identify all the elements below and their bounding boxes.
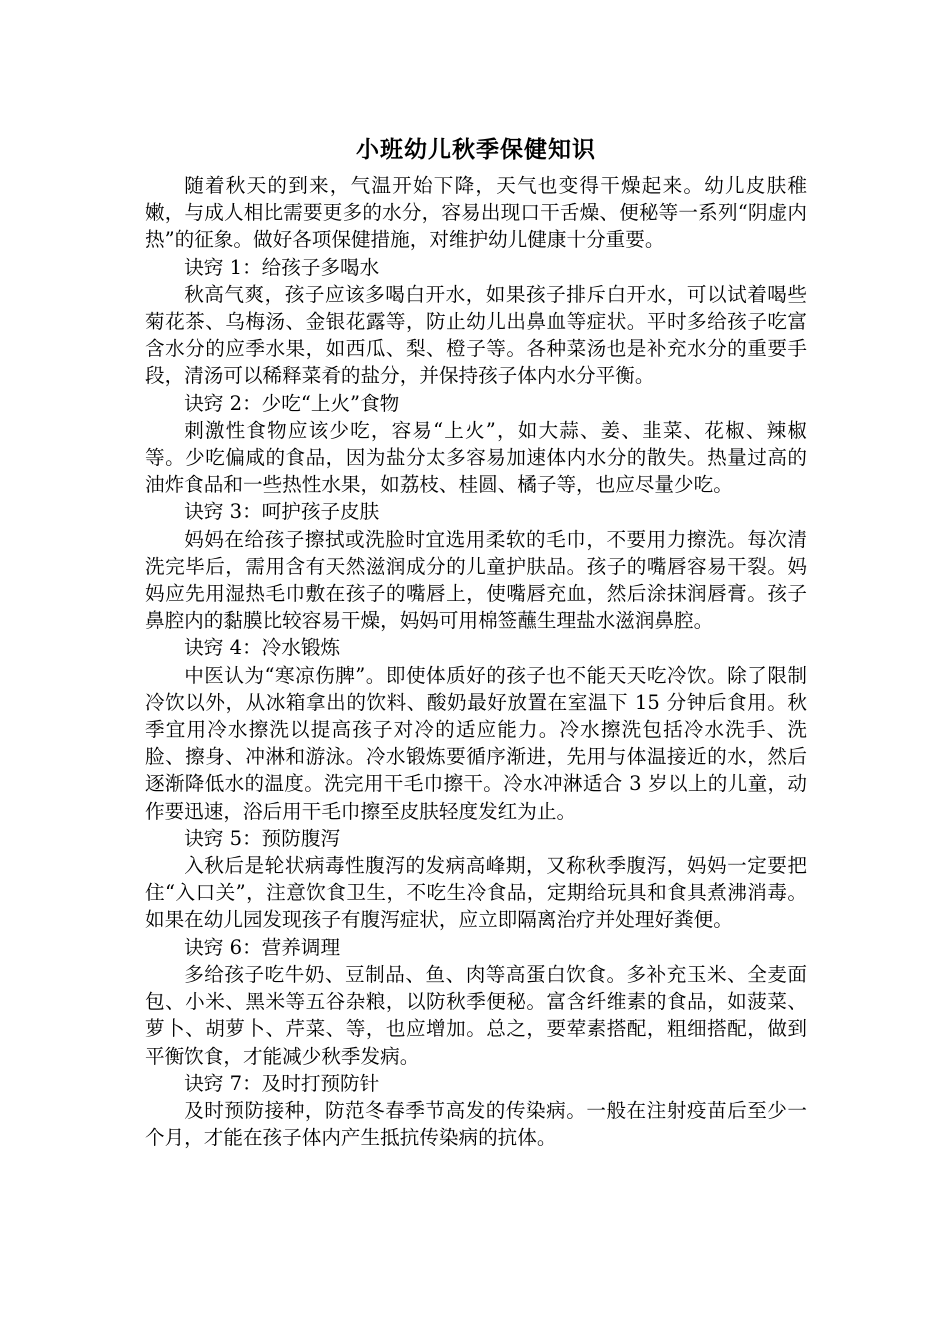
section-heading: 诀窍 7：及时打预防针 xyxy=(184,1071,380,1095)
section-body: 及时预防接种，防范冬春季节高发的传染病。一般在注射疫苗后至少一个月，才能在孩子体内产生抵抗传染病的抗体。 xyxy=(145,1098,807,1150)
section-2 xyxy=(145,390,807,499)
section-body: 妈妈在给孩子擦拭或洗脸时宜选用柔软的毛巾，不要用力擦洗。每次清洗完毕后，需用含有天然滋润成分的儿童护肤品。孩子的嘴唇容易干裂。妈妈应先用湿热毛巾敷在孩子的嘴唇上，使嘴唇充血，然后涂抹润唇膏。孩子鼻腔内的黏膜比较容易干燥，妈妈可用棉签蘸生理盐水滋润鼻腔。 xyxy=(145,527,807,633)
document-title: 小班幼儿秋季保健知识 xyxy=(356,137,596,163)
section-body: 中医认为“寒凉伤脾”。即使体质好的孩子也不能天天吃冷饮。除了限制冷饮以外，从冰箱拿出的饮料、酸奶最好放置在室温下 15 分钟后食用。秋季宜用冷水擦洗以提高孩子对冷的适应能力。冷水擦洗包括冷水洗手、洗脸、擦身、冲淋和游泳。冷水锻炼要循序渐进，先用与体温接近的水，然后逐渐降低水的温度。洗完用干毛巾擦干。冷水冲淋适合 3 岁以上的儿童，动作要迅速，浴后用干毛巾擦至皮肤轻度发红为止。 xyxy=(145,663,807,823)
section-1 xyxy=(145,254,807,390)
section-heading: 诀窍 5：预防腹泻 xyxy=(184,826,341,850)
section-heading: 诀窍 3：呵护孩子皮肤 xyxy=(184,500,380,524)
section-body: 多给孩子吃牛奶、豆制品、鱼、肉等高蛋白饮食。多补充玉米、全麦面包、小米、黑米等五谷杂粮，以防秋季便秘。富含纤维素的食品，如菠菜、萝卜、胡萝卜、芹菜、等，也应增加。总之，要荤素搭配，粗细搭配，做到平衡饮食，才能减少秋季发病。 xyxy=(145,962,807,1068)
section-body: 秋高气爽，孩子应该多喝白开水，如果孩子排斥白开水，可以试着喝些菊花茶、乌梅汤、金银花露等，防止幼儿出鼻血等症状。平时多给孩子吃富含水分的应季水果，如西瓜、梨、橙子等。各种菜汤也是补充水分的重要手段，清汤可以稀释菜肴的盐分，并保持孩子体内水分平衡。 xyxy=(145,282,807,388)
section-heading: 诀窍 1：给孩子多喝水 xyxy=(184,255,380,279)
section-body: 入秋后是轮状病毒性腹泻的发病高峰期，又称秋季腹泻，妈妈一定要把住“入口关”，注意饮食卫生，不吃生冷食品，定期给玩具和食具煮沸消毒。如果在幼儿园发现孩子有腹泻症状，应立即隔离治疗并处理好粪便。 xyxy=(145,854,807,932)
section-heading: 诀窍 2：少吃“上火”食物 xyxy=(184,391,400,415)
intro-paragraph: 随着秋天的到来，气温开始下降，天气也变得干燥起来。幼儿皮肤稚嫩，与成人相比需要更多的水分，容易出现口干舌燥、便秘等一系列“阴虚内热”的征象。做好各项保健措施，对维护幼儿健康十分重要。 xyxy=(145,174,807,252)
section-heading: 诀窍 4：冷水锻炼 xyxy=(184,636,341,660)
section-body: 刺激性食物应该少吃，容易“上火”，如大蒜、姜、韭菜、花椒、辣椒等。少吃偏咸的食品，因为盐分太多容易加速体内水分的散失。热量过高的油炸食品和一些热性水果，如荔枝、桂圆、橘子等，也应尽量少吃。 xyxy=(145,418,807,497)
section-5 xyxy=(145,825,807,934)
section-7 xyxy=(145,1070,807,1152)
document-page xyxy=(145,132,807,1151)
section-3 xyxy=(145,498,807,634)
section-4 xyxy=(145,634,807,824)
section-6 xyxy=(145,934,807,1070)
section-heading: 诀窍 6：营养调理 xyxy=(184,935,341,959)
